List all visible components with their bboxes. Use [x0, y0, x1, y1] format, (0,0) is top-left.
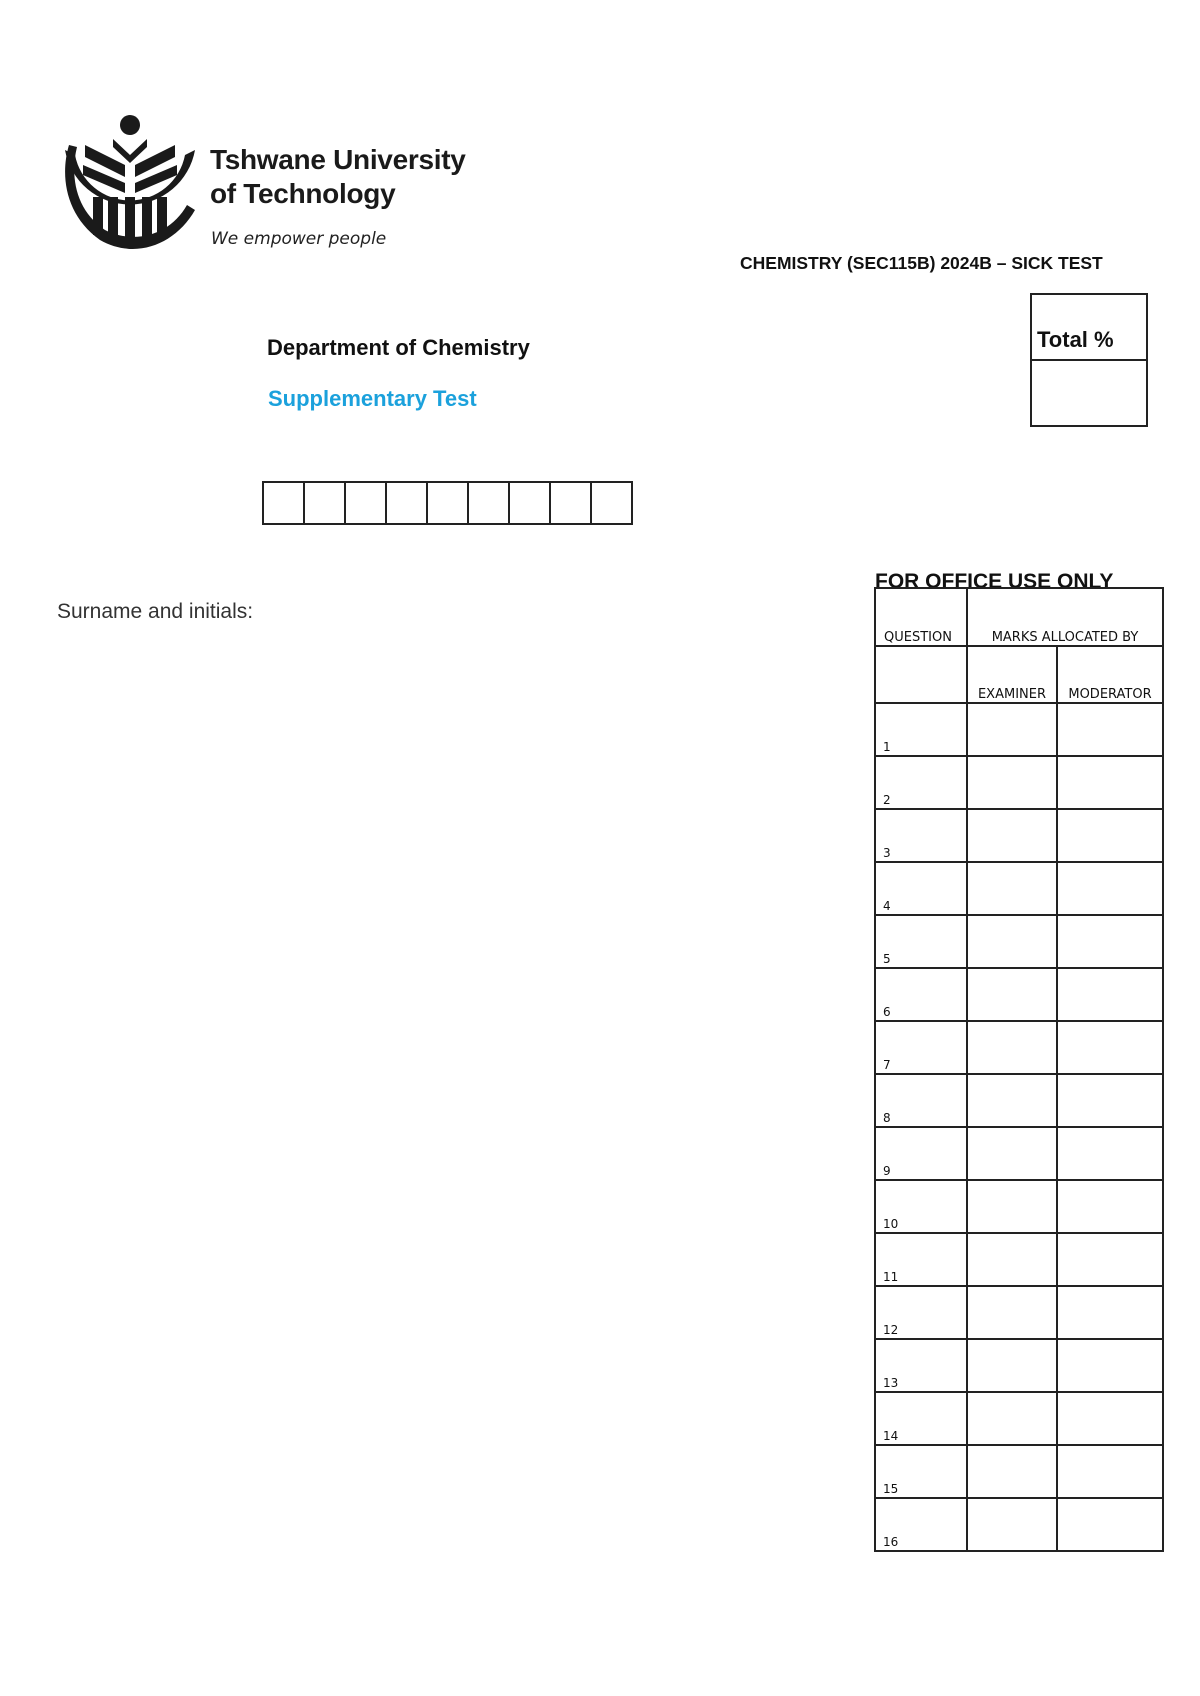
question-number: 2	[875, 756, 967, 809]
question-number: 8	[875, 1074, 967, 1127]
moderator-mark-cell[interactable]	[1057, 1180, 1163, 1233]
university-name	[210, 143, 466, 211]
moderator-mark-cell[interactable]	[1057, 1445, 1163, 1498]
question-number: 10	[875, 1180, 967, 1233]
table-row	[875, 1286, 1163, 1339]
marks-table	[874, 587, 1164, 1552]
question-number: 13	[875, 1339, 967, 1392]
student-number-digit-box[interactable]	[549, 481, 592, 525]
moderator-mark-cell[interactable]	[1057, 1392, 1163, 1445]
student-number-digit-box[interactable]	[344, 481, 387, 525]
question-number: 14	[875, 1392, 967, 1445]
question-number: 12	[875, 1286, 967, 1339]
question-number: 1	[875, 703, 967, 756]
moderator-mark-cell[interactable]	[1057, 703, 1163, 756]
question-number: 7	[875, 1021, 967, 1074]
table-row	[875, 1339, 1163, 1392]
student-number-digit-box[interactable]	[467, 481, 510, 525]
moderator-mark-cell[interactable]	[1057, 1286, 1163, 1339]
table-row	[875, 968, 1163, 1021]
examiner-mark-cell[interactable]	[967, 703, 1057, 756]
table-row	[875, 703, 1163, 756]
examiner-mark-cell[interactable]	[967, 915, 1057, 968]
student-number-digit-box[interactable]	[590, 481, 633, 525]
moderator-mark-cell[interactable]	[1057, 862, 1163, 915]
examiner-mark-cell[interactable]	[967, 1498, 1057, 1551]
table-row	[875, 862, 1163, 915]
examiner-mark-cell[interactable]	[967, 1445, 1057, 1498]
moderator-mark-cell[interactable]	[1057, 756, 1163, 809]
total-percent-label: Total %	[1037, 327, 1114, 352]
examiner-mark-cell[interactable]	[967, 1021, 1057, 1074]
table-row	[875, 915, 1163, 968]
examiner-mark-cell[interactable]	[967, 1127, 1057, 1180]
student-number-digit-box[interactable]	[303, 481, 346, 525]
question-number: 5	[875, 915, 967, 968]
examiner-mark-cell[interactable]	[967, 1074, 1057, 1127]
office-use-title: FOR OFFICE USE ONLY	[875, 570, 1114, 593]
examiner-mark-cell[interactable]	[967, 1339, 1057, 1392]
student-number-digit-box[interactable]	[508, 481, 551, 525]
student-number-boxes	[262, 481, 633, 525]
examiner-mark-cell[interactable]	[967, 968, 1057, 1021]
question-number: 3	[875, 809, 967, 862]
moderator-mark-cell[interactable]	[1057, 1074, 1163, 1127]
moderator-mark-cell[interactable]	[1057, 809, 1163, 862]
marks-allocated-header: MARKS ALLOCATED BY	[967, 588, 1163, 646]
examiner-mark-cell[interactable]	[967, 1286, 1057, 1339]
moderator-mark-cell[interactable]	[1057, 968, 1163, 1021]
moderator-mark-cell[interactable]	[1057, 1498, 1163, 1551]
examiner-mark-cell[interactable]	[967, 1180, 1057, 1233]
blank-header-cell	[875, 646, 967, 703]
question-number: 16	[875, 1498, 967, 1551]
table-row	[875, 756, 1163, 809]
total-divider	[1032, 359, 1146, 361]
university-tagline: We empower people	[211, 229, 387, 249]
table-row	[875, 1127, 1163, 1180]
table-row	[875, 1392, 1163, 1445]
table-row	[875, 1445, 1163, 1498]
moderator-mark-cell[interactable]	[1057, 1339, 1163, 1392]
moderator-mark-cell[interactable]	[1057, 1127, 1163, 1180]
test-type: Supplementary Test	[268, 386, 477, 411]
question-number: 11	[875, 1233, 967, 1286]
question-number: 6	[875, 968, 967, 1021]
examiner-header: EXAMINER	[967, 646, 1057, 703]
student-number-digit-box[interactable]	[262, 481, 305, 525]
question-number: 9	[875, 1127, 967, 1180]
table-row	[875, 1498, 1163, 1551]
table-row	[875, 1021, 1163, 1074]
total-percent-box	[1030, 293, 1148, 427]
moderator-mark-cell[interactable]	[1057, 1021, 1163, 1074]
university-logo	[55, 115, 205, 255]
table-row	[875, 1074, 1163, 1127]
examiner-mark-cell[interactable]	[967, 1233, 1057, 1286]
student-number-digit-box[interactable]	[385, 481, 428, 525]
examiner-mark-cell[interactable]	[967, 809, 1057, 862]
university-name-line2: of Technology	[210, 178, 396, 209]
question-header: QUESTION	[875, 588, 967, 646]
marks-header-row	[875, 588, 1163, 646]
table-row	[875, 1233, 1163, 1286]
department-name: Department of Chemistry	[267, 335, 530, 360]
student-number-digit-box[interactable]	[426, 481, 469, 525]
university-name-line1: Tshwane University	[210, 144, 466, 175]
course-title: CHEMISTRY (SEC115B) 2024B – SICK TEST	[740, 253, 1103, 273]
surname-label: Surname and initials:	[57, 600, 254, 623]
examiner-mark-cell[interactable]	[967, 862, 1057, 915]
marks-subheader-row	[875, 646, 1163, 703]
moderator-mark-cell[interactable]	[1057, 915, 1163, 968]
question-number: 15	[875, 1445, 967, 1498]
table-row	[875, 809, 1163, 862]
examiner-mark-cell[interactable]	[967, 756, 1057, 809]
moderator-header: MODERATOR	[1057, 646, 1163, 703]
moderator-mark-cell[interactable]	[1057, 1233, 1163, 1286]
question-number: 4	[875, 862, 967, 915]
examiner-mark-cell[interactable]	[967, 1392, 1057, 1445]
table-row	[875, 1180, 1163, 1233]
